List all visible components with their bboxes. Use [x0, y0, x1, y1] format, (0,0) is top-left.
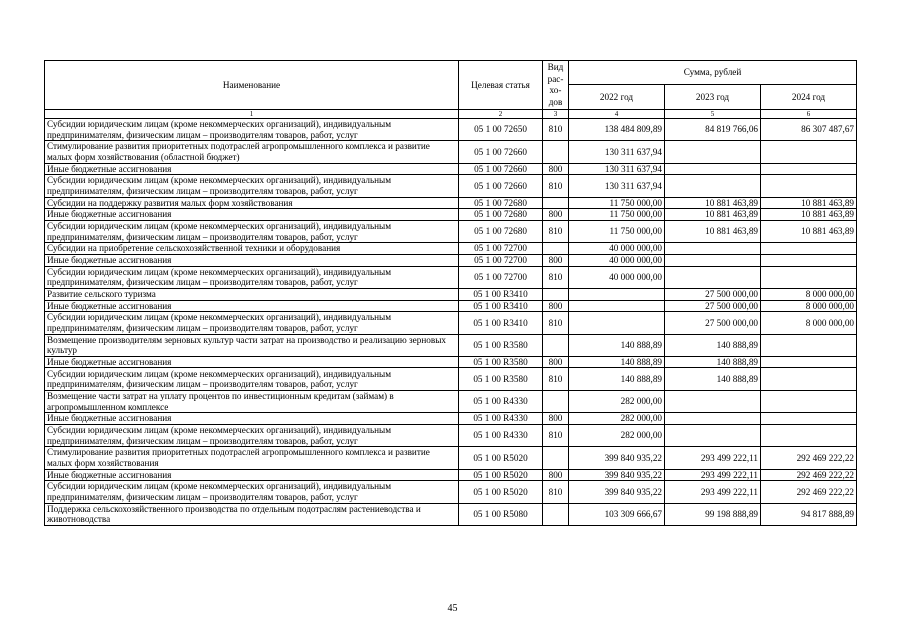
row-name: Субсидии юридическим лицам (кроме некоммерческих организаций), индивидуальным предпринимателям, физическим лицам – производителям товаров, работ, услуг	[45, 424, 459, 446]
header-name: Наименование	[45, 61, 459, 110]
table-row	[45, 209, 857, 221]
row-expense-kind	[543, 447, 569, 469]
row-name: Иные бюджетные ассигнования	[45, 469, 459, 481]
row-sum-2022: 40 000 000,00	[569, 266, 665, 288]
row-expense-kind	[543, 141, 569, 163]
row-sum-2024: 10 881 463,89	[761, 197, 857, 209]
row-sum-2024	[761, 334, 857, 356]
row-target-article: 05 1 00 R4330	[459, 424, 543, 446]
row-sum-2022: 130 311 637,94	[569, 163, 665, 175]
row-target-article: 05 1 00 R5020	[459, 481, 543, 503]
row-target-article: 05 1 00 72650	[459, 119, 543, 141]
row-target-article: 05 1 00 R4330	[459, 390, 543, 412]
row-sum-2024	[761, 424, 857, 446]
row-sum-2022: 130 311 637,94	[569, 175, 665, 197]
row-sum-2024: 86 307 487,67	[761, 119, 857, 141]
row-expense-kind	[543, 197, 569, 209]
row-target-article: 05 1 00 72700	[459, 266, 543, 288]
row-sum-2022: 282 000,00	[569, 390, 665, 412]
row-sum-2024: 10 881 463,89	[761, 220, 857, 242]
table-row	[45, 220, 857, 242]
table-row	[45, 141, 857, 163]
row-name: Субсидии юридическим лицам (кроме некоммерческих организаций), индивидуальным предпринимателям, физическим лицам – производителям товаров, работ, услуг	[45, 119, 459, 141]
row-target-article: 05 1 00 72660	[459, 141, 543, 163]
row-sum-2024: 292 469 222,22	[761, 447, 857, 469]
table-row	[45, 368, 857, 390]
row-target-article: 05 1 00 72680	[459, 220, 543, 242]
table-row	[45, 243, 857, 255]
row-sum-2023: 84 819 766,06	[665, 119, 761, 141]
row-sum-2024	[761, 175, 857, 197]
row-name: Субсидии юридическим лицам (кроме некоммерческих организаций), индивидуальным предпринимателям, физическим лицам – производителям товаров, работ, услуг	[45, 312, 459, 334]
row-sum-2022: 140 888,89	[569, 368, 665, 390]
row-sum-2022: 140 888,89	[569, 356, 665, 368]
row-expense-kind	[543, 503, 569, 525]
row-sum-2024	[761, 413, 857, 425]
row-expense-kind	[543, 390, 569, 412]
row-name: Иные бюджетные ассигнования	[45, 254, 459, 266]
row-sum-2024	[761, 390, 857, 412]
row-sum-2022: 11 750 000,00	[569, 197, 665, 209]
row-target-article: 05 1 00 R5080	[459, 503, 543, 525]
table-row	[45, 334, 857, 356]
table-row	[45, 447, 857, 469]
row-sum-2024: 8 000 000,00	[761, 288, 857, 300]
header-year-2024: 2024 год	[761, 85, 857, 110]
row-expense-kind: 800	[543, 163, 569, 175]
row-name: Субсидии юридическим лицам (кроме некоммерческих организаций), индивидуальным предпринимателям, физическим лицам – производителям товаров, работ, услуг	[45, 266, 459, 288]
row-expense-kind: 810	[543, 424, 569, 446]
row-target-article: 05 1 00 R3580	[459, 356, 543, 368]
table-row	[45, 119, 857, 141]
header-year-2023: 2023 год	[665, 85, 761, 110]
row-name: Возмещение производителям зерновых культур части затрат на производство и реализацию зерновых культур	[45, 334, 459, 356]
row-expense-kind: 810	[543, 266, 569, 288]
row-sum-2023: 140 888,89	[665, 356, 761, 368]
row-name: Субсидии юридическим лицам (кроме некоммерческих организаций), индивидуальным предпринимателям, физическим лицам – производителям товаров, работ, услуг	[45, 481, 459, 503]
row-sum-2022: 11 750 000,00	[569, 209, 665, 221]
row-name: Субсидии юридическим лицам (кроме некоммерческих организаций), индивидуальным предпринимателям, физическим лицам – производителям товаров, работ, услуг	[45, 368, 459, 390]
row-target-article: 05 1 00 R3410	[459, 288, 543, 300]
row-sum-2023: 293 499 222,11	[665, 481, 761, 503]
row-name: Иные бюджетные ассигнования	[45, 356, 459, 368]
row-sum-2024: 10 881 463,89	[761, 209, 857, 221]
row-sum-2023: 27 500 000,00	[665, 312, 761, 334]
row-target-article: 05 1 00 R3410	[459, 300, 543, 312]
row-sum-2022: 11 750 000,00	[569, 220, 665, 242]
row-sum-2024	[761, 266, 857, 288]
row-expense-kind: 800	[543, 209, 569, 221]
row-name: Иные бюджетные ассигнования	[45, 209, 459, 221]
row-name: Поддержка сельскохозяйственного производства по отдельным подотраслям растениеводства и животноводства	[45, 503, 459, 525]
row-target-article: 05 1 00 72700	[459, 243, 543, 255]
table-body	[45, 119, 857, 526]
row-expense-kind: 800	[543, 254, 569, 266]
row-expense-kind: 810	[543, 220, 569, 242]
row-name: Иные бюджетные ассигнования	[45, 300, 459, 312]
row-expense-kind: 800	[543, 469, 569, 481]
row-target-article: 05 1 00 R5020	[459, 469, 543, 481]
row-sum-2023: 10 881 463,89	[665, 197, 761, 209]
row-target-article: 05 1 00 R5020	[459, 447, 543, 469]
header-sum: Сумма, рублей	[569, 61, 857, 85]
table-row	[45, 300, 857, 312]
row-sum-2023	[665, 390, 761, 412]
column-index: 5	[665, 110, 761, 119]
row-sum-2023: 140 888,89	[665, 334, 761, 356]
header-target-article: Целевая статья	[459, 61, 543, 110]
row-sum-2022: 399 840 935,22	[569, 447, 665, 469]
table-row	[45, 163, 857, 175]
row-sum-2023	[665, 175, 761, 197]
row-target-article: 05 1 00 R3580	[459, 368, 543, 390]
table-row	[45, 288, 857, 300]
row-name: Иные бюджетные ассигнования	[45, 413, 459, 425]
row-expense-kind: 810	[543, 175, 569, 197]
table-row	[45, 469, 857, 481]
page-number: 45	[447, 603, 458, 614]
row-sum-2023: 27 500 000,00	[665, 288, 761, 300]
row-sum-2022: 40 000 000,00	[569, 243, 665, 255]
row-sum-2024: 94 817 888,89	[761, 503, 857, 525]
row-sum-2022: 140 888,89	[569, 334, 665, 356]
row-name: Субсидии на приобретение сельскохозяйственной техники и оборудования	[45, 243, 459, 255]
row-sum-2022	[569, 288, 665, 300]
row-name: Стимулирование развития приоритетных подотраслей агропромышленного комплекса и развитие малых форм хозяйствования (областной бюджет)	[45, 141, 459, 163]
row-expense-kind: 810	[543, 368, 569, 390]
row-sum-2022: 130 311 637,94	[569, 141, 665, 163]
row-sum-2022: 40 000 000,00	[569, 254, 665, 266]
table-row	[45, 503, 857, 525]
row-sum-2024	[761, 368, 857, 390]
column-index: 3	[543, 110, 569, 119]
row-sum-2024	[761, 141, 857, 163]
row-target-article: 05 1 00 72660	[459, 163, 543, 175]
row-expense-kind: 810	[543, 312, 569, 334]
row-sum-2023	[665, 254, 761, 266]
row-name: Возмещение части затрат на уплату процентов по инвестиционным кредитам (займам) в агропромышленном комплексе	[45, 390, 459, 412]
row-sum-2024: 8 000 000,00	[761, 312, 857, 334]
row-name: Субсидии юридическим лицам (кроме некоммерческих организаций), индивидуальным предпринимателям, физическим лицам – производителям товаров, работ, услуг	[45, 220, 459, 242]
row-sum-2023	[665, 141, 761, 163]
row-sum-2022: 282 000,00	[569, 413, 665, 425]
row-target-article: 05 1 00 R3410	[459, 312, 543, 334]
row-sum-2023: 293 499 222,11	[665, 469, 761, 481]
table-row	[45, 424, 857, 446]
row-name: Субсидии юридическим лицам (кроме некоммерческих организаций), индивидуальным предпринимателям, физическим лицам – производителям товаров, работ, услуг	[45, 175, 459, 197]
row-expense-kind: 800	[543, 300, 569, 312]
row-sum-2023	[665, 424, 761, 446]
row-sum-2023: 10 881 463,89	[665, 220, 761, 242]
row-expense-kind: 810	[543, 119, 569, 141]
row-sum-2022	[569, 300, 665, 312]
table-row	[45, 356, 857, 368]
row-sum-2022: 103 309 666,67	[569, 503, 665, 525]
row-sum-2024: 8 000 000,00	[761, 300, 857, 312]
row-target-article: 05 1 00 R3580	[459, 334, 543, 356]
budget-table	[44, 60, 857, 526]
row-sum-2023	[665, 413, 761, 425]
row-target-article: 05 1 00 R4330	[459, 413, 543, 425]
row-expense-kind	[543, 243, 569, 255]
header-year-2022: 2022 год	[569, 85, 665, 110]
row-name: Стимулирование развития приоритетных подотраслей агропромышленного комплекса и развитие малых форм хозяйствования	[45, 447, 459, 469]
column-index: 6	[761, 110, 857, 119]
row-sum-2023: 293 499 222,11	[665, 447, 761, 469]
row-sum-2023: 99 198 888,89	[665, 503, 761, 525]
table-row	[45, 266, 857, 288]
column-index: 2	[459, 110, 543, 119]
table-row	[45, 481, 857, 503]
table-row	[45, 312, 857, 334]
table-row	[45, 413, 857, 425]
row-sum-2022	[569, 312, 665, 334]
row-sum-2024	[761, 163, 857, 175]
row-sum-2024	[761, 243, 857, 255]
row-expense-kind: 810	[543, 481, 569, 503]
row-target-article: 05 1 00 72700	[459, 254, 543, 266]
row-name: Иные бюджетные ассигнования	[45, 163, 459, 175]
row-expense-kind	[543, 334, 569, 356]
row-target-article: 05 1 00 72660	[459, 175, 543, 197]
header-expense-kind: Вид рас-хо-дов	[543, 61, 569, 110]
table-row	[45, 175, 857, 197]
row-expense-kind	[543, 288, 569, 300]
row-target-article: 05 1 00 72680	[459, 197, 543, 209]
row-expense-kind: 800	[543, 413, 569, 425]
row-expense-kind: 800	[543, 356, 569, 368]
row-sum-2022: 399 840 935,22	[569, 469, 665, 481]
row-sum-2024: 292 469 222,22	[761, 469, 857, 481]
row-sum-2024	[761, 356, 857, 368]
table-row	[45, 197, 857, 209]
table-row	[45, 254, 857, 266]
row-sum-2023: 140 888,89	[665, 368, 761, 390]
row-sum-2023: 27 500 000,00	[665, 300, 761, 312]
column-index: 4	[569, 110, 665, 119]
row-sum-2023: 10 881 463,89	[665, 209, 761, 221]
row-sum-2022: 138 484 809,89	[569, 119, 665, 141]
row-sum-2023	[665, 163, 761, 175]
row-name: Субсидии на поддержку развития малых форм хозяйствования	[45, 197, 459, 209]
row-sum-2023	[665, 243, 761, 255]
row-sum-2022: 282 000,00	[569, 424, 665, 446]
column-index: 1	[45, 110, 459, 119]
row-sum-2024: 292 469 222,22	[761, 481, 857, 503]
row-name: Развитие сельского туризма	[45, 288, 459, 300]
row-target-article: 05 1 00 72680	[459, 209, 543, 221]
row-sum-2022: 399 840 935,22	[569, 481, 665, 503]
row-sum-2024	[761, 254, 857, 266]
row-sum-2023	[665, 266, 761, 288]
table-row	[45, 390, 857, 412]
